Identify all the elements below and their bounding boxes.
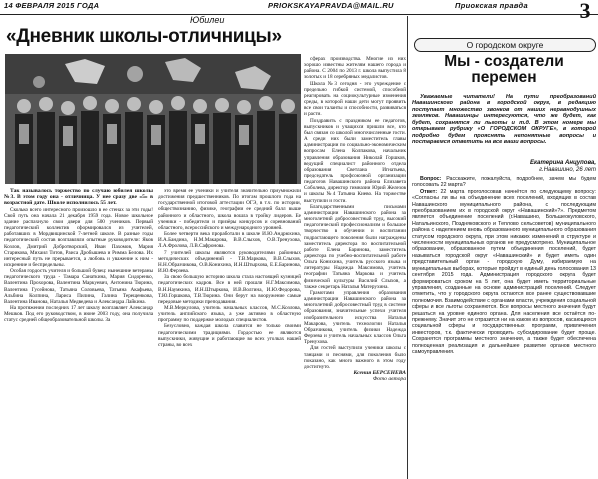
masthead-strip [0,0,598,15]
article-paragraph: Более четверти века проработали в школе И.Ю.Андрюхина, И.А.Бандина, Н.М.Макарова, В.В.Слыхов, О.В.Тренухова, Л.А.Фролова, Л.В.Сафронова. [158,231,301,250]
sidebar-signature-name: Екатерина Анцупова, [530,160,596,166]
sidebar-headline-line2: перемен [471,69,537,86]
article-column-2 [158,188,301,479]
article-paragraph: На протяжении последних 17 лет школу возглавляет Александр Мешков. Под его руководством, в июне 2003 году, она получила статус средней общеобразовательной школы. За [4,305,153,324]
sidebar-question [412,176,596,189]
article-paragraph: Для гостей выступили ученики школы с танцами и песнями, для поколения было показано, как много важного в этом году достигнуто. [304,345,406,370]
article-paragraph: сферах производства. Многие из них хорошо известны жителям нашего города и района. С 2004 по 2013 г. школа выпустила 8 золотых и 18 серебряных медалистов. [304,56,406,81]
article-paragraph: Грамотами управления образования администрации Навашинского района за многолетний добросовестный труд в системе образования, значительные успехи учителя изобразительного искусства Наталья Макарова, учитель технологии Наталья Образчикова, учитель физики Надежда Ферзева и учитель начальных классов Ольга Тренухова. [304,289,406,346]
article-author: Ксения БЕРСЕНЕВА [353,369,406,376]
article-photo [5,54,301,184]
answer-label: Ответ: [420,188,438,195]
sidebar-lead-text: Уважаемые читатели! На пути преобразований Навашинского района в городской округ, в редакцию поступает множество звонков от наших неравнодушных земляков. Навашинцы интересуются, что же будет, как будет, сохранятся ли льготы и т.д. В этом номере мы открываем рубрику «О ГОРОДСКОМ ОКРУГЕ», в которой подробно будем прояснять непонятные вопросы и постараемся ответить на все ваши вопросы. [412,94,596,146]
sidebar-signature [412,160,596,174]
article-paragraph: М.В.Меркулова, учитель начальных классов, М.С.Козлова, учитель английского языка, а уже активно в областную программу по поддержке молодых специалистов. [158,304,301,324]
section-header-badge: О городском округе [414,38,596,52]
article-paragraph: 7 учителей школы являются руководителями районных методических объединений - Т.В.Маркова, В.В.Слыхов, Н.Н.Образчикова, О.В.Конихина, И.Н.Штырхова, Е.Е.Баринова, И.Ю.Ферзева. [158,249,301,275]
article-paragraph: это время ее ученики и учителя значительно приумножили достижения предшественников. По итогам прошлого года на государственной итоговой аттестации ОГЭ, в т.ч. по истории, обществознанию, физике, географии ее средний балл выше районного и областного, школа вошла в тройку лидеров. Ее ученики - победители и призёры конкурсов и соревнований областного, всероссийского и международного уровней. [158,188,301,231]
article-paragraph: Школа №3 сегодня - это учреждение с предельно гибкой системой, способной реагировать на социокультурные изменения среды, в которой наши дети могут проявить все свои таланты и способности, развиваться и расти. [304,80,406,118]
newspaper-email: PRIOKSKAYAPRAVDA@MAIL.RU [268,1,394,10]
article-photo-credit: Фото автора [372,376,406,383]
newspaper-name: Приокская правда [455,1,528,10]
article-column-1 [4,188,153,479]
sidebar-signature-place: г.Навашино, 26 лет [539,167,596,173]
article-paragraph: Благодарственными письмами администрации Навашинского района за многолетний добросовестный труд, высокий педагогический профессионализм и большое творчество в обучении и воспитании подрастающего поколения были награждены заместитель директора по воспитательной работе Елена Баринова, заместитель директора по учебно-воспитательной работе Ольга Конихина, учитель русского языка и литературы Надежда Максимова, учитель географии Татьяна Маркова и учитель физической культуры Василий Слыхов, а также секретарь Наталья Матерухина. [304,203,406,290]
sidebar-headline-line1: Мы - создатели [444,53,564,70]
article-lead: Так называлось торжество по случаю юбилея школы №3. В этом году она - отличница. У нее сразу две «5» в возрастной дате. Школе исполнилось 55 лет. [4,188,153,207]
article-paragraph: За свою большую историю школа стала настоящей кузницей педагогических кадров. Все в ней прошли Н.Г.Максимова, В.Н.Наумкина, И.Н.Штыркова, И.В.Волгина, И.Ю.Федорова, Т.Ю.Горшкова, Т.В.Тюрина. Они берут на вооружение самые передовые методики преподавания. [158,274,301,305]
question-text: Расскажите, пожалуйста, подробнее, зачем мы будем голосовать 22 марта? [412,176,596,189]
answer-text: 22 марта проголосовав начнётся по следующему вопросу: «Согласны ли вы на объединение всех поселений, входящих в состав Навашинского муниципального района, с последующим преобразованием их в городской округ «Навашинский»?». Предметом является объединение поселений (г.Навашино, Большеокуловского, Натальинского, Поздняковского и Теплово сельсоветов) муниципального района с наделением вновь образованного муниципального образования статусом городского округа, при этом никаких изменений в структуре и численности муниципальных органов не предусмотрено. Муниципальное образование, образованное путем объединения поселений, будет называться городской округ «Навашинский» и будет иметь один представительный орган - городскую Думу, избираемую на муниципальных выборах, которые пройдут в единый день голосования 13 сентября 2015 года. Администрация городского округа будет формироваться сроком на 5 лет, она будет иметь территориальные управления, созданные на основе администраций поселений. Следует отметить, что у городского округа остаются все ранее существовавшие полномочия. Взаимодействие с органами власти, учреждения социальной сферы и все льготы сохраняются. Все вопросы местного значения будут решаться на уровне единого органа. Для населения все остаётся по-прежнему. Значит это не отразится ни на каком из вопросов, касающихся социальной сферы и государственных программ, привлечения инвесторов, т.к. фактически проводить субсидирование будет проще. Сохранятся программы местного значения, а также будет обеспечена полноценная реализация и дальнейшее развитие органов местного самоуправления. [412,188,596,355]
page-number: 3 [579,0,591,23]
group-photo-image [5,54,301,184]
article-paragraph: Безусловно, каждая школа славится не только своими педагогическими традициями. Гордостью ее являются выпускники, живущие и работающие во всех уголках нашей страны, во всех [158,323,301,348]
sidebar-lead [412,94,596,146]
article-column-3 [304,56,406,476]
sidebar-answer [412,189,596,356]
question-label: Вопрос: [420,176,442,182]
issue-date: 14 ФЕВРАЛЯ 2015 ГОДА [4,1,100,10]
article-headline: «Дневник школы-отличницы» [6,26,282,47]
column-divider [407,16,408,479]
sidebar-body [412,176,596,479]
article-paragraph: Сколько всего интересного произошло в ее стенах за эти годы! Свой путь она начала 21 декабря 1959 года. Новое школьное здание распахнуло свои двери для 500 учеников. Первый педагогический коллектив сформировался из учителей, работавших в Мордвищинской 7-летней школе. В разные годы педагогический состав возглавляли опытные руководители: Яков Козлов, Дмитрий Добротворский, Иван Пахомов, Мария Старикова, Михаил Титов, Раиса Дробышева и Римма Белова. Их интересный путь не прерывается, а любовь и уважение к ним - искренние и беспредельны. [4,206,153,269]
article-paragraph: Поздравить с праздником ее педагогов, выпускников и учащихся пришли все, кто был связан со школой многочисленные гости. А среди них были заместитель главы администрации по социально-экономическим вопросам Елена Колпакова, начальник управления образования Николай Горшков, ведущий специалист районного отдела образования Светлана Игнатьева, председатель профсоюзной организации педагогов Навашинского района Елизавета Соболева, директор гимназии Юрий Железов и школы №4 Татьяна Киево. На торжестве выступили и гости. [304,117,406,204]
article-rubric: Юбилеи [190,15,225,25]
article-paragraph: Особая гордость учителя и большой бувец: нынешние ветераны педагогического труда - Тамара Санаткина, Мария Сидоренко, Валентина Прохорова, Валентина Маркуевич, Антонина Тюрина, Валентина Гусейнова, Татьяна Соловьева, Татьяна Акафьева, Альбина Колпина, Лариса Пилина, Галина Терещенкова, Валентина Иванова, Наталья Медведева и Александра Лайкина. [4,268,153,305]
sidebar-headline [412,54,596,86]
